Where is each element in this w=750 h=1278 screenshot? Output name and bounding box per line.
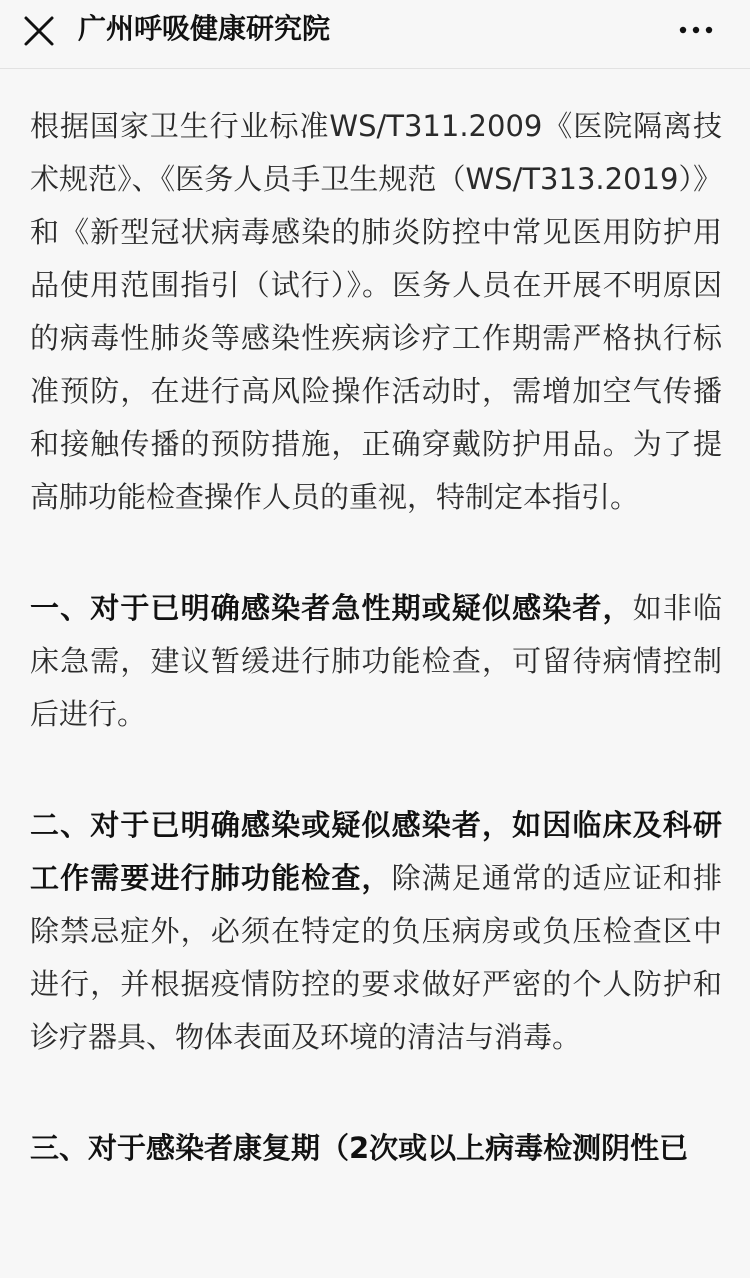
section-paragraph-1 [30, 582, 722, 741]
article-body [30, 100, 722, 1175]
section-1-heading: 一、对于已明确感染者急性期或疑似感染者， [30, 591, 633, 625]
close-icon [20, 12, 60, 52]
section-3-heading: 三、对于感染者康复期（2次或以上病毒检测阴性已 [30, 1131, 689, 1165]
section-paragraph-3 [30, 1122, 722, 1175]
section-2-text: 除满足通常的适应证和排除禁忌症外，必须在特定的负压病房或负压检查区中进行，并根据疫情防控的要求做好严密的个人防护和诊疗器具、物体表面及环境的清洁与消毒。 [30, 861, 722, 1054]
section-2-heading: 二、对于已明确感染或疑似感染者，如因临床及科研工作需要进行肺功能检查， [30, 808, 722, 895]
intro-paragraph: 根据国家卫生行业标准WS/T311.2009《医院隔离技术规范》、《医务人员手卫生规范（WS/T313.2019）》和《新型冠状病毒感染的肺炎防控中常见医用防护用品使用范围指引（试行）》。医务人员在开展不明原因的病毒性肺炎等感染性疾病诊疗工作期需严格执行标准预防，在进行高风险操作活动时，需增加空气传播和接触传播的预防措施，正确穿戴防护用品。为了提高肺功能检查操作人员的重视，特制定本指引。 [30, 109, 722, 514]
more-icon [676, 16, 716, 44]
page-title: 广州呼吸健康研究院 [78, 12, 331, 45]
close-button[interactable] [20, 12, 60, 52]
section-paragraph-2 [30, 799, 722, 1064]
more-button[interactable] [676, 16, 716, 44]
section-1-text: 如非临床急需，建议暂缓进行肺功能检查，可留待病情控制后进行。 [30, 591, 722, 731]
top-bar [0, 0, 750, 69]
